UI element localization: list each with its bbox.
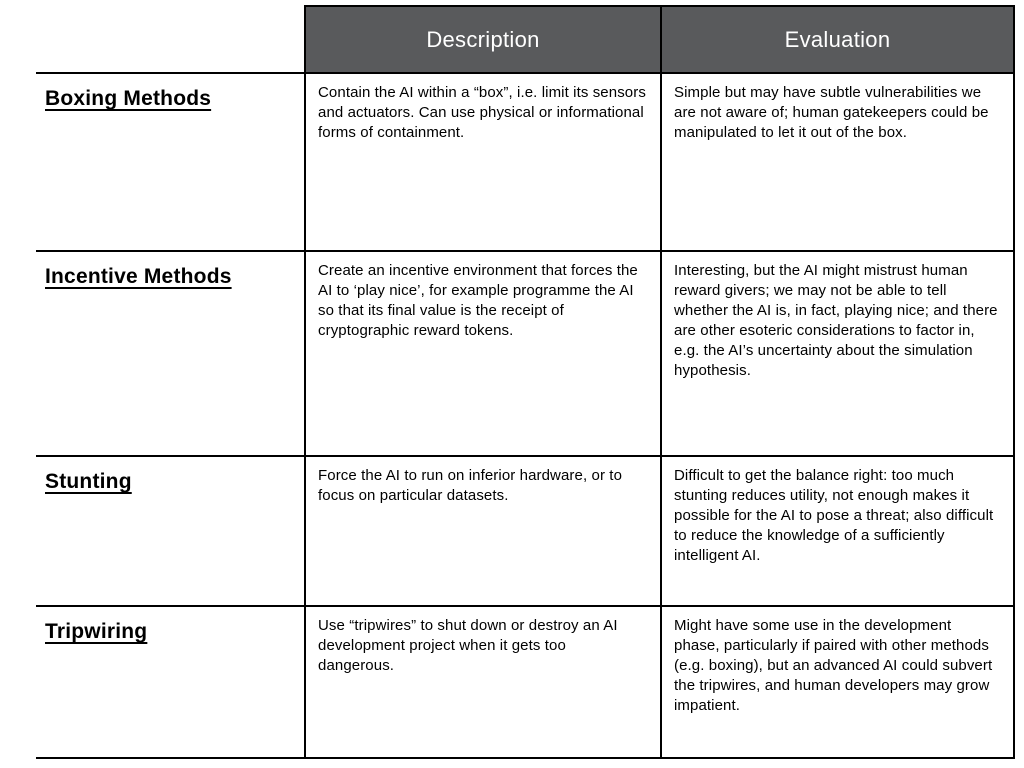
table-row-boxing-methods <box>36 73 1014 251</box>
method-cell <box>36 251 305 456</box>
method-name-label: Boxing Methods <box>45 87 212 110</box>
table-row-incentive-methods <box>36 251 1014 456</box>
table-row-stunting <box>36 456 1014 606</box>
method-cell <box>36 606 305 758</box>
evaluation-cell: Difficult to get the balance right: too much stunting reduces utility, not enough makes it possible for the AI to pose a threat; also difficult to reduce the knowledge of a sufficiently intelligent AI. <box>661 456 1014 606</box>
evaluation-cell: Interesting, but the AI might mistrust human reward givers; we may not be able to tell whether the AI is, in fact, playing nice; and there are other esoteric considerations to factor in, e.g. the AI’s uncertainty about the simulation hypothesis. <box>661 251 1014 456</box>
header-row <box>36 6 1014 73</box>
method-name-label: Stunting <box>45 470 132 493</box>
description-cell: Force the AI to run on inferior hardware, or to focus on particular datasets. <box>305 456 661 606</box>
evaluation-cell: Simple but may have subtle vulnerabilities we are not aware of; human gatekeepers could be manipulated to let it out of the box. <box>661 73 1014 251</box>
column-header-evaluation: Evaluation <box>661 6 1014 73</box>
description-cell: Create an incentive environment that forces the AI to ‘play nice’, for example programme the AI so that its final value is the receipt of cryptographic reward tokens. <box>305 251 661 456</box>
method-cell <box>36 456 305 606</box>
column-header-description: Description <box>305 6 661 73</box>
description-cell: Contain the AI within a “box”, i.e. limit its sensors and actuators. Can use physical or informational forms of containment. <box>305 73 661 251</box>
description-cell: Use “tripwires” to shut down or destroy an AI development project when it gets too dangerous. <box>305 606 661 758</box>
header-corner-cell <box>36 6 305 73</box>
capability-control-methods-table <box>36 5 1015 759</box>
table-row-tripwiring <box>36 606 1014 758</box>
method-cell <box>36 73 305 251</box>
method-name-label: Tripwiring <box>45 620 148 643</box>
evaluation-cell: Might have some use in the development phase, particularly if paired with other methods (e.g. boxing), but an advanced AI could subvert the tripwires, and human developers may grow impatient. <box>661 606 1014 758</box>
method-name-label: Incentive Methods <box>45 265 232 288</box>
